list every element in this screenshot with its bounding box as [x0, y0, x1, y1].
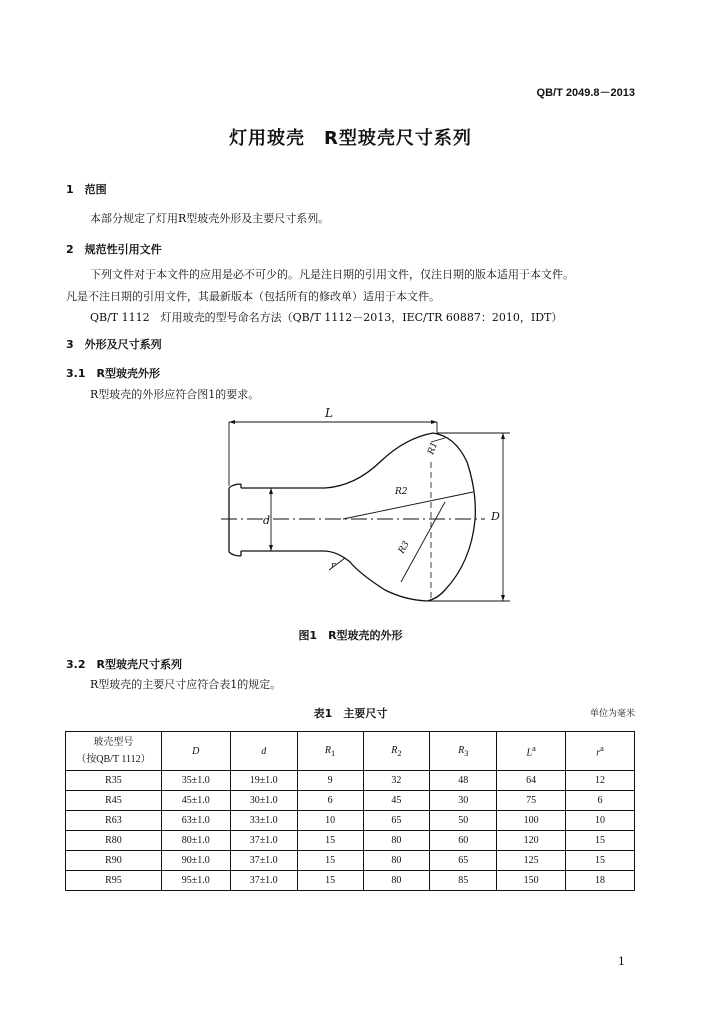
cell-R1: 15 [297, 851, 363, 871]
cell-R2: 45 [363, 791, 430, 811]
document-title: 灯用玻壳 R型玻壳尺寸系列 [229, 128, 472, 149]
table-header-row [66, 732, 635, 771]
L-arrow-left [229, 420, 235, 424]
header-R2: $R_2$ [363, 732, 430, 771]
cell-R3: 60 [430, 831, 497, 851]
cell-D: 45±1.0 [161, 791, 230, 811]
label-R3: R3 [396, 539, 412, 556]
cell-d: 37±1.0 [230, 831, 297, 851]
label-R2: R2 [395, 487, 408, 497]
table-row [66, 811, 635, 831]
section-2-heading: 2 规范性引用文件 [66, 243, 162, 256]
cell-d: 37±1.0 [230, 871, 297, 891]
label-L: L [325, 406, 333, 420]
cell-r: 15 [566, 831, 635, 851]
header-r: $r^a$ [566, 732, 635, 771]
section-3-2-text: R型玻壳的主要尺寸应符合表1的规定。 [90, 678, 282, 691]
table-row [66, 771, 635, 791]
cell-D: 80±1.0 [161, 831, 230, 851]
cell-L: 125 [497, 851, 566, 871]
standard-number: QB/T 2049.8－2013 [536, 87, 635, 99]
cell-r: 6 [566, 791, 635, 811]
D-arrow-bottom [501, 595, 505, 601]
header-D: D [161, 732, 230, 771]
table-row [66, 791, 635, 811]
cell-R2: 65 [363, 811, 430, 831]
section-2-text-line2: 凡是不注日期的引用文件，其最新版本（包括所有的修改单）适用于本文件。 [66, 290, 440, 303]
cell-R3: 50 [430, 811, 497, 831]
header-type-line1: 玻壳型号 [93, 737, 134, 748]
cell-d: 30±1.0 [230, 791, 297, 811]
D-arrow-top [501, 433, 505, 439]
cell-type: R45 [66, 791, 162, 811]
cell-L: 64 [497, 771, 566, 791]
cell-type: R90 [66, 851, 162, 871]
table-row [66, 851, 635, 871]
R1-line [431, 438, 445, 442]
cell-L: 120 [497, 831, 566, 851]
section-1-text: 本部分规定了灯用R型玻壳外形及主要尺寸系列。 [90, 212, 330, 225]
label-R1: R1 [426, 440, 441, 457]
header-R3: $R_3$ [430, 732, 497, 771]
section-3-1-text: R型玻壳的外形应符合图1的要求。 [90, 388, 260, 401]
flange-bottom-curve [229, 552, 241, 556]
table-caption: 表1 主要尺寸 [313, 707, 388, 720]
cell-R1: 15 [297, 871, 363, 891]
cell-R1: 15 [297, 831, 363, 851]
cell-R1: 10 [297, 811, 363, 831]
section-2-reference: QB/T 1112 灯用玻壳的型号命名方法（QB/T 1112－2013，IEC/TR 60887：2010，IDT） [90, 311, 563, 324]
section-3-1-heading: 3.1 R型玻壳外形 [66, 367, 160, 380]
bulb-contour [241, 433, 475, 601]
section-3-heading: 3 外形及尺寸系列 [66, 338, 162, 351]
dimensions-table [65, 731, 635, 891]
table-row [66, 831, 635, 851]
R3-line [401, 502, 445, 582]
header-R1: $R_1$ [297, 732, 363, 771]
header-type [66, 732, 162, 771]
label-r: r [331, 561, 336, 571]
label-D: D [491, 510, 500, 523]
table-row [66, 871, 635, 891]
section-1-heading: 1 范围 [66, 183, 107, 196]
cell-type: R80 [66, 831, 162, 851]
bulb-outline-figure [205, 402, 525, 607]
header-d: d [230, 732, 297, 771]
L-arrow-right [431, 420, 437, 424]
cell-d: 33±1.0 [230, 811, 297, 831]
cell-type: R95 [66, 871, 162, 891]
cell-d: 19±1.0 [230, 771, 297, 791]
section-3-2-heading: 3.2 R型玻壳尺寸系列 [66, 658, 182, 671]
cell-R1: 6 [297, 791, 363, 811]
cell-L: 150 [497, 871, 566, 891]
cell-L: 75 [497, 791, 566, 811]
cell-r: 12 [566, 771, 635, 791]
d-arrow-top [269, 488, 273, 494]
cell-type: R35 [66, 771, 162, 791]
section-2-text-line1: 下列文件对于本文件的应用是必不可少的。凡是注日期的引用文件，仅注日期的版本适用于本文件。 [90, 268, 574, 281]
cell-type: R63 [66, 811, 162, 831]
cell-R3: 48 [430, 771, 497, 791]
cell-R2: 80 [363, 831, 430, 851]
cell-D: 63±1.0 [161, 811, 230, 831]
table-unit: 单位为毫米 [589, 709, 635, 719]
figure-caption: 图1 R型玻壳的外形 [298, 629, 403, 642]
header-L: $L^a$ [497, 732, 566, 771]
page-number: 1 [618, 955, 625, 968]
d-arrow-bottom [269, 545, 273, 551]
cell-D: 35±1.0 [161, 771, 230, 791]
cell-R2: 80 [363, 851, 430, 871]
cell-R2: 80 [363, 871, 430, 891]
cell-R2: 32 [363, 771, 430, 791]
flange-top-curve [229, 484, 241, 488]
cell-D: 95±1.0 [161, 871, 230, 891]
cell-r: 18 [566, 871, 635, 891]
cell-R3: 65 [430, 851, 497, 871]
cell-d: 37±1.0 [230, 851, 297, 871]
cell-r: 10 [566, 811, 635, 831]
header-type-line2: （按QB/T 1112） [76, 754, 151, 765]
cell-L: 100 [497, 811, 566, 831]
R2-line [343, 492, 473, 519]
cell-R3: 30 [430, 791, 497, 811]
cell-R1: 9 [297, 771, 363, 791]
cell-R3: 85 [430, 871, 497, 891]
label-d: d [263, 514, 271, 527]
cell-D: 90±1.0 [161, 851, 230, 871]
cell-r: 15 [566, 851, 635, 871]
